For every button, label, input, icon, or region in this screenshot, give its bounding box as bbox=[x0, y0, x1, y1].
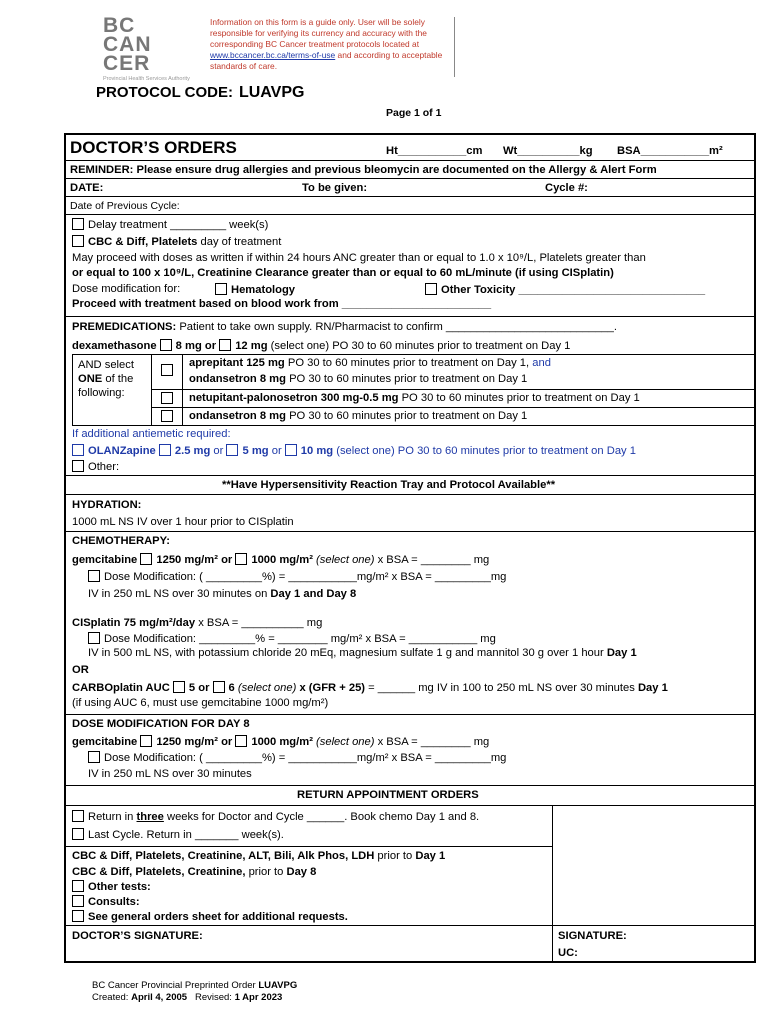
ondansetron-only-tail: PO 30 to 60 minutes prior to treatment on Day 1 bbox=[289, 410, 528, 422]
day8-gem-label: gemcitabine bbox=[72, 736, 138, 748]
hematology-row bbox=[215, 283, 295, 296]
divider bbox=[64, 196, 756, 197]
carbo-gfr: x (GFR + 25) bbox=[299, 682, 366, 694]
header-divider bbox=[454, 17, 455, 77]
dexa-row bbox=[72, 339, 570, 352]
disclaimer-text: Information on this form is a guide only. User will be solely responsible for verifying its currency and accuracy with the corresponding BC Cancer treatment protocols located at bbox=[210, 17, 427, 49]
additional-antiemetic: If additional antiemetic required: bbox=[72, 428, 231, 440]
dexa-or: or bbox=[204, 340, 217, 352]
gem-iv-row bbox=[88, 588, 356, 600]
gem-dose-mod-row bbox=[88, 570, 506, 583]
day8-gem-tail: x BSA = ________ mg bbox=[377, 736, 490, 748]
gem-1000: 1000 mg/m² bbox=[251, 554, 313, 566]
premed-row bbox=[72, 321, 617, 333]
divider bbox=[64, 925, 756, 926]
one-text: ONE bbox=[78, 373, 103, 385]
gem-days: Day 1 and Day 8 bbox=[270, 588, 357, 600]
hydration-label: HYDRATION: bbox=[72, 499, 142, 511]
cisplatin-row bbox=[72, 617, 322, 629]
and-word: and bbox=[532, 357, 551, 369]
hydration-text: 1000 mL NS IV over 1 hour prior to CISplatin bbox=[72, 516, 294, 528]
lab1: CBC & Diff, Platelets, Creatinine, ALT, Bili, Alk Phos, LDH bbox=[72, 850, 375, 862]
return-three-checkbox[interactable] bbox=[72, 810, 84, 822]
divider bbox=[64, 846, 552, 847]
opt1-line-a bbox=[189, 357, 551, 369]
olanz-or-2: or bbox=[271, 445, 282, 457]
day8-gem-row bbox=[72, 735, 489, 748]
carbo-auc6: (if using AUC 6, must use gemcitabine 1000 mg/m²) bbox=[72, 697, 329, 709]
bsa-field[interactable]: BSA___________m² bbox=[617, 145, 723, 157]
lab-row-1 bbox=[72, 850, 445, 862]
table-line bbox=[151, 389, 754, 390]
cisplatin-tail: x BSA = __________ mg bbox=[198, 617, 323, 629]
cis-dose-mod: Dose Modification: _________% = ________ mg/m² x BSA = ___________ mg bbox=[104, 633, 496, 645]
divider bbox=[64, 160, 756, 161]
divider bbox=[64, 714, 756, 715]
footer-text: BC Cancer Provincial Preprinted Order bbox=[92, 980, 256, 991]
gem-dose-mod-checkbox[interactable] bbox=[88, 570, 100, 582]
other-toxicity-checkbox[interactable] bbox=[425, 283, 437, 295]
lab2-day: Day 8 bbox=[286, 866, 317, 878]
proceed-line-2: or equal to 100 x 10⁹/L, Creatinine Clearance greater than or equal to 60 mL/minute (if using CISplatin) bbox=[72, 267, 614, 279]
aprepitant-tail: PO 30 to 60 minutes prior to treatment on Day 1, bbox=[287, 357, 530, 369]
see-general-checkbox[interactable] bbox=[72, 910, 84, 922]
olanz-tail: (select one) PO 30 to 60 minutes prior to treatment on Day 1 bbox=[336, 445, 636, 457]
terms-link[interactable]: www.bccancer.bc.ca/terms-of-use bbox=[210, 50, 336, 60]
and-select bbox=[78, 358, 134, 400]
date-previous-cycle[interactable]: Date of Previous Cycle: bbox=[70, 200, 180, 212]
olanz-5: 5 mg bbox=[242, 445, 269, 457]
dexa-label: dexamethasone bbox=[72, 340, 157, 352]
of-the-text: of the bbox=[105, 373, 134, 385]
delay-row bbox=[72, 218, 268, 231]
other-tests: Other tests: bbox=[88, 881, 151, 893]
doctor-signature[interactable]: DOCTOR’S SIGNATURE: bbox=[72, 930, 203, 942]
or-label: OR bbox=[72, 664, 89, 676]
carbo-label: CARBOplatin AUC bbox=[72, 682, 170, 694]
protocol-code-value: LUAVPG bbox=[238, 84, 305, 101]
cis-dose-mod-checkbox[interactable] bbox=[88, 632, 100, 644]
proceed-blood-work[interactable]: Proceed with treatment based on blood work from ________________________ bbox=[72, 298, 492, 310]
other-toxicity-row bbox=[425, 283, 705, 296]
other-row bbox=[72, 460, 119, 473]
premed-text: Patient to take own supply. RN/Pharmacist to confirm ___________________________. bbox=[179, 321, 617, 333]
divider bbox=[64, 805, 756, 806]
protocol-label: PROTOCOL CODE: bbox=[96, 84, 233, 101]
last-cycle: Last Cycle. Return in _______ week(s). bbox=[88, 829, 284, 841]
gem-1250: 1250 mg/m² bbox=[156, 554, 218, 566]
cbc-row bbox=[72, 235, 281, 248]
see-general: See general orders sheet for additional requests. bbox=[88, 911, 348, 923]
olanz-10-checkbox[interactable] bbox=[285, 444, 297, 456]
return-row-1 bbox=[72, 810, 479, 823]
dose-mod-for: Dose modification for: bbox=[72, 283, 181, 295]
dexa-tail: (select one) PO 30 to 60 minutes prior to treatment on Day 1 bbox=[270, 340, 571, 352]
logo-line-1: BC bbox=[103, 14, 136, 37]
reminder: REMINDER: Please ensure drug allergies and previous bleomycin are documented on the Allergy & Alert Form bbox=[70, 164, 657, 176]
consults: Consults: bbox=[88, 896, 140, 908]
ondansetron-only-checkbox[interactable] bbox=[161, 410, 173, 422]
lab1-tail: prior to bbox=[377, 850, 413, 862]
day8-iv: IV in 250 mL NS over 30 minutes bbox=[88, 768, 252, 780]
and-select-text: AND select bbox=[78, 359, 134, 371]
cbc-checkbox[interactable] bbox=[72, 235, 84, 247]
other-label: Other: bbox=[88, 461, 120, 473]
height-field[interactable]: Ht___________cm bbox=[386, 145, 483, 157]
table-line bbox=[72, 425, 754, 426]
lab2-tail: prior to bbox=[248, 866, 284, 878]
lab1-day: Day 1 bbox=[415, 850, 446, 862]
carbo-5-checkbox[interactable] bbox=[173, 681, 185, 693]
netupitant-label: netupitant-palonosetron 300 mg-0.5 mg bbox=[189, 392, 399, 404]
following-text: following: bbox=[78, 387, 125, 399]
aprepitant-checkbox[interactable] bbox=[161, 364, 173, 376]
table-line bbox=[151, 407, 754, 408]
day8-gem-1250: 1250 mg/m² bbox=[156, 736, 218, 748]
signature-label[interactable]: SIGNATURE: bbox=[558, 930, 627, 942]
return-row-2 bbox=[72, 828, 284, 841]
other-checkbox[interactable] bbox=[72, 460, 84, 472]
day8-dose-mod-checkbox[interactable] bbox=[88, 751, 100, 763]
divider bbox=[64, 316, 756, 317]
divider bbox=[64, 785, 756, 786]
consults-checkbox[interactable] bbox=[72, 895, 84, 907]
cycle-label[interactable]: Cycle #: bbox=[545, 182, 588, 194]
carbo-row bbox=[72, 681, 668, 694]
delay-checkbox[interactable] bbox=[72, 218, 84, 230]
day8-gem-1000-checkbox[interactable] bbox=[235, 735, 247, 747]
see-general-row bbox=[72, 910, 348, 923]
divider bbox=[64, 178, 756, 179]
dexa-8: 8 mg bbox=[175, 340, 202, 352]
gem-dose-mod: Dose Modification: ( _________%) = ___________mg/m² x BSA = _________mg bbox=[104, 571, 507, 583]
lab-row-2 bbox=[72, 866, 316, 878]
carbo-or: or bbox=[198, 682, 210, 694]
cisplatin-label: CISplatin 75 mg/m²/day bbox=[72, 617, 196, 629]
hematology-label: Hematology bbox=[231, 284, 296, 296]
dexa-12: 12 mg bbox=[235, 340, 268, 352]
lab2: CBC & Diff, Platelets, Creatinine, bbox=[72, 866, 246, 878]
gem-or: or bbox=[221, 554, 233, 566]
hematology-checkbox[interactable] bbox=[215, 283, 227, 295]
disclaimer bbox=[210, 17, 450, 72]
footer bbox=[92, 980, 297, 1004]
carbo-select: (select one) bbox=[237, 682, 297, 694]
cis-iv: IV in 500 mL NS, with potassium chloride 20 mEq, magnesium sulfate 1 g and mannitol 30 g over 1 hour bbox=[88, 647, 604, 659]
return-label: RETURN APPOINTMENT ORDERS bbox=[297, 789, 479, 801]
revised-label: Revised: bbox=[194, 992, 232, 1003]
day8-gem-1000: 1000 mg/m² bbox=[251, 736, 313, 748]
cis-day: Day 1 bbox=[606, 647, 637, 659]
gem-iv: IV in 250 mL NS over 30 minutes on bbox=[88, 588, 268, 600]
weight-field[interactable]: Wt__________kg bbox=[503, 145, 593, 157]
netupitant-checkbox[interactable] bbox=[161, 392, 173, 404]
olanz-5-checkbox[interactable] bbox=[226, 444, 238, 456]
delay-text: Delay treatment _________ week(s) bbox=[88, 219, 269, 231]
ondansetron-tail: PO 30 to 60 minutes prior to treatment on Day 1 bbox=[289, 373, 528, 385]
gem-label: gemcitabine bbox=[72, 554, 138, 566]
table-line bbox=[72, 354, 754, 355]
dexa-8-checkbox[interactable] bbox=[160, 339, 172, 351]
footer-line-2 bbox=[92, 992, 297, 1004]
divider bbox=[64, 531, 756, 532]
return-post: weeks for Doctor and Cycle ______. Book chemo Day 1 and 8. bbox=[166, 811, 480, 823]
gem-tail: x BSA = ________ mg bbox=[377, 554, 490, 566]
ondansetron-label: ondansetron 8 mg bbox=[189, 373, 286, 385]
consults-row bbox=[72, 895, 140, 908]
footer-line-1 bbox=[92, 980, 297, 992]
day8-gem-select: (select one) bbox=[316, 736, 375, 748]
gem-1250-checkbox[interactable] bbox=[140, 553, 152, 565]
gem-1000-checkbox[interactable] bbox=[235, 553, 247, 565]
return-pre: Return in bbox=[88, 811, 134, 823]
column-divider bbox=[552, 805, 553, 963]
divider bbox=[64, 214, 756, 215]
day8-gem-or: or bbox=[221, 736, 233, 748]
opt3-line bbox=[189, 410, 527, 422]
other-tests-checkbox[interactable] bbox=[72, 880, 84, 892]
dexa-12-checkbox[interactable] bbox=[219, 339, 231, 351]
opt1-line-b bbox=[189, 373, 527, 385]
olanzapine-checkbox[interactable] bbox=[72, 444, 84, 456]
chemo-label: CHEMOTHERAPY: bbox=[72, 535, 170, 547]
opt2-line bbox=[189, 392, 640, 404]
logo-subtitle: Provincial Health Services Authority bbox=[103, 76, 190, 82]
divider bbox=[64, 494, 756, 495]
page-number: Page 1 of 1 bbox=[386, 107, 442, 119]
to-be-given-label[interactable]: To be given: bbox=[302, 182, 368, 194]
uc-label[interactable]: UC: bbox=[558, 947, 578, 959]
divider bbox=[64, 475, 756, 476]
table-line bbox=[754, 354, 755, 425]
footer-code: LUAVPG bbox=[258, 980, 298, 991]
logo-line-3: CER bbox=[103, 52, 151, 75]
logo-line-2: CAN bbox=[103, 33, 152, 56]
day8-dose-mod-row bbox=[88, 751, 506, 764]
doctors-orders-title: DOCTOR’S ORDERS bbox=[70, 138, 237, 157]
cis-dose-mod-row bbox=[88, 632, 496, 645]
olanz-25: 2.5 mg bbox=[174, 445, 211, 457]
revised-date: 1 Apr 2023 bbox=[234, 992, 283, 1003]
carbo-day: Day 1 bbox=[637, 682, 668, 694]
date-label[interactable]: DATE: bbox=[70, 182, 104, 194]
premed-label: PREMEDICATIONS: bbox=[72, 321, 177, 333]
gem-select: (select one) bbox=[316, 554, 375, 566]
netupitant-tail: PO 30 to 60 minutes prior to treatment on Day 1 bbox=[401, 392, 640, 404]
other-tests-row bbox=[72, 880, 151, 893]
olanz-25-checkbox[interactable] bbox=[159, 444, 171, 456]
day8-gem-1250-checkbox[interactable] bbox=[140, 735, 152, 747]
hypersensitivity-note: **Have Hypersensitivity Reaction Tray and Protocol Available** bbox=[222, 479, 556, 491]
cbc-text: CBC & Diff, Platelets bbox=[88, 236, 198, 248]
carbo-6: 6 bbox=[228, 682, 235, 694]
proceed-line-1: May proceed with doses as written if within 24 hours ANC greater than or equal to 1.0 x 10⁹/L, Platelets greater than bbox=[72, 252, 646, 264]
day8-label: DOSE MODIFICATION FOR DAY 8 bbox=[72, 718, 250, 730]
other-toxicity-label: Other Toxicity ______________________________ bbox=[441, 284, 706, 296]
protocol-code bbox=[96, 84, 304, 102]
last-cycle-checkbox[interactable] bbox=[72, 828, 84, 840]
aprepitant-label: aprepitant 125 mg bbox=[189, 357, 285, 369]
cis-iv-row bbox=[88, 647, 637, 659]
bc-cancer-logo bbox=[103, 16, 203, 82]
carbo-tail: = ______ mg IV in 100 to 250 mL NS over 30 minutes bbox=[368, 682, 635, 694]
ondansetron-only-label: ondansetron 8 mg bbox=[189, 410, 286, 422]
table-line bbox=[72, 354, 73, 425]
olanz-or-1: or bbox=[213, 445, 224, 457]
carbo-6-checkbox[interactable] bbox=[213, 681, 225, 693]
disclaimer-tail: and according to acceptable standards of care. bbox=[210, 50, 443, 71]
return-three: three bbox=[136, 811, 164, 823]
cbc-tail: day of treatment bbox=[200, 236, 282, 248]
carbo-5: 5 bbox=[188, 682, 196, 694]
olanz-10: 10 mg bbox=[300, 445, 334, 457]
created-label: Created: bbox=[92, 992, 129, 1003]
gem-row bbox=[72, 553, 489, 566]
olanzapine-row bbox=[72, 444, 636, 457]
day8-dose-mod: Dose Modification: ( _________%) = ___________mg/m² x BSA = _________mg bbox=[104, 752, 507, 764]
olanzapine-label: OLANZapine bbox=[88, 445, 156, 457]
created-date: April 4, 2005 bbox=[131, 992, 188, 1003]
